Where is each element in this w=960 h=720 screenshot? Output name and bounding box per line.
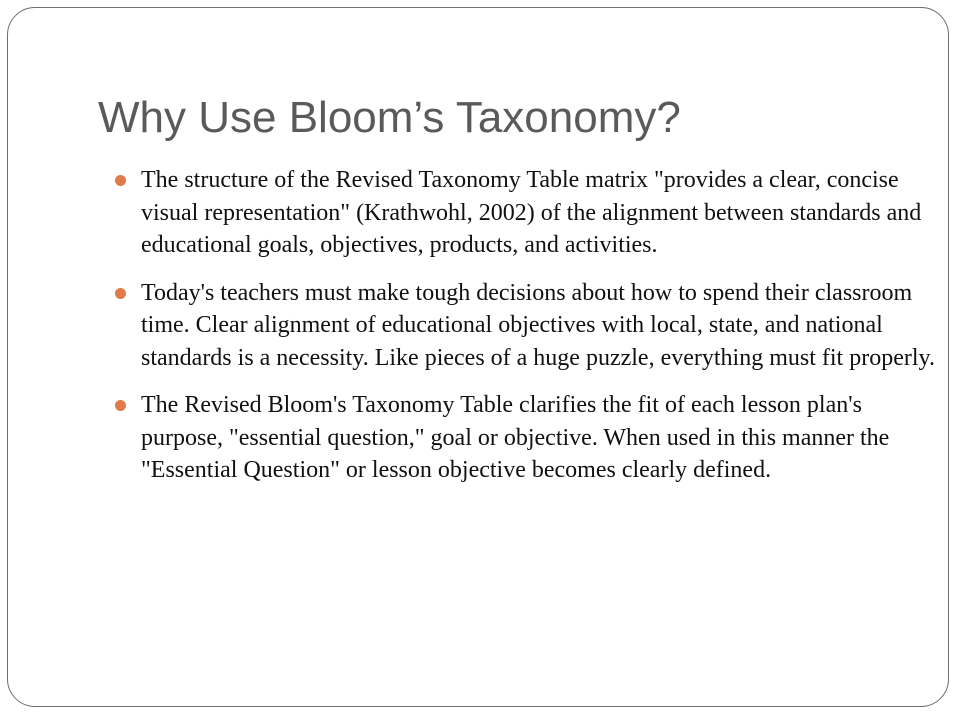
bullet-dot-icon — [115, 175, 126, 186]
bullet-item — [115, 164, 935, 262]
bullet-text: Today's teachers must make tough decisions about how to spend their classroom time. Clear alignment of educational objectives with local, state, and national standards is a necessity. Like pieces of a huge puzzle, everything must fit properly. — [141, 279, 935, 371]
slide-frame — [7, 7, 949, 707]
bullet-dot-icon — [115, 400, 126, 411]
bullet-item — [115, 389, 935, 487]
bullet-text: The Revised Bloom's Taxonomy Table clarifies the fit of each lesson plan's purpose, "essential question," goal or objective. When used in this manner the "Essential Question" or lesson objective becomes clearly defined. — [141, 392, 890, 483]
bullet-dot-icon — [115, 288, 126, 299]
bullet-text: The structure of the Revised Taxonomy Table matrix "provides a clear, concise visual representation" (Krathwohl, 2002) of the alignment between standards and educational goals, objectives, products, and activities. — [141, 167, 922, 258]
slide-title: Why Use Bloom’s Taxonomy? — [98, 93, 681, 142]
bullet-list — [115, 164, 935, 502]
bullet-item — [115, 277, 935, 375]
